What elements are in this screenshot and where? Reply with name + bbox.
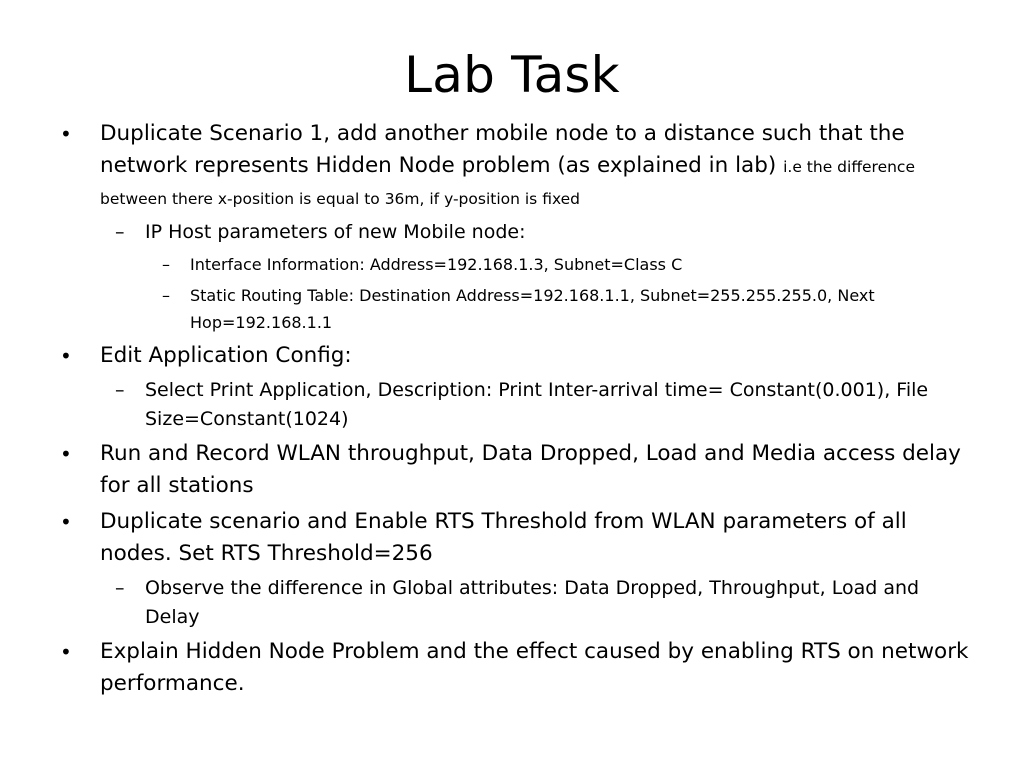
bullet-small-text: i.e the difference between there x-position is equal to 36m, if y-position is fixed [100, 158, 915, 208]
bullet-dot-icon: • [60, 122, 72, 146]
slide-content [60, 118, 975, 704]
dash-icon: – [162, 255, 170, 274]
subbullet-text: Observe the difference in Global attributes: Data Dropped, Throughput, Load and Delay [145, 577, 920, 628]
subsubbullet-static-routing-table [60, 282, 975, 336]
subbullet-text: IP Host parameters of new Mobile node: [145, 221, 526, 243]
bullet-text: Explain Hidden Node Problem and the effect caused by enabling RTS on network performance. [100, 639, 969, 696]
subsubbullet-interface-information [60, 251, 975, 278]
bullet-edit-application-config [60, 340, 975, 372]
bullet-duplicate-enable-rts [60, 506, 975, 570]
subbullet-observe-difference [60, 574, 975, 632]
dash-icon: – [115, 577, 125, 599]
subbullet-text: Select Print Application, Description: Print Inter-arrival time= Constant(0.001), File Size=Constant(1024) [145, 379, 929, 430]
bullet-text: Edit Application Config: [100, 343, 352, 368]
slide-title: Lab Task [404, 46, 620, 104]
bullet-dot-icon: • [60, 510, 72, 534]
bullet-dot-icon: • [60, 640, 72, 664]
subsubbullet-text: Static Routing Table: Destination Address=192.168.1.1, Subnet=255.255.255.0, Next Hop=192.168.1.1 [190, 286, 875, 332]
bullet-duplicate-scenario-1 [60, 118, 975, 214]
bullet-explain-hidden-node [60, 636, 975, 700]
dash-icon: – [162, 286, 170, 305]
subsubbullet-text: Interface Information: Address=192.168.1.3, Subnet=Class C [190, 255, 683, 274]
subbullet-select-print-application [60, 376, 975, 434]
bullet-text: Duplicate Scenario 1, add another mobile node to a distance such that the network represents Hidden Node problem (as explained in lab) [100, 121, 905, 178]
bullet-dot-icon: • [60, 344, 72, 368]
bullet-run-and-record [60, 438, 975, 502]
dash-icon: – [115, 379, 125, 401]
bullet-text: Duplicate scenario and Enable RTS Threshold from WLAN parameters of all nodes. Set RTS Threshold=256 [100, 509, 907, 566]
bullet-dot-icon: • [60, 442, 72, 466]
subbullet-ip-host-parameters [60, 218, 975, 247]
bullet-text: Run and Record WLAN throughput, Data Dropped, Load and Media access delay for all stations [100, 441, 961, 498]
dash-icon: – [115, 221, 125, 243]
